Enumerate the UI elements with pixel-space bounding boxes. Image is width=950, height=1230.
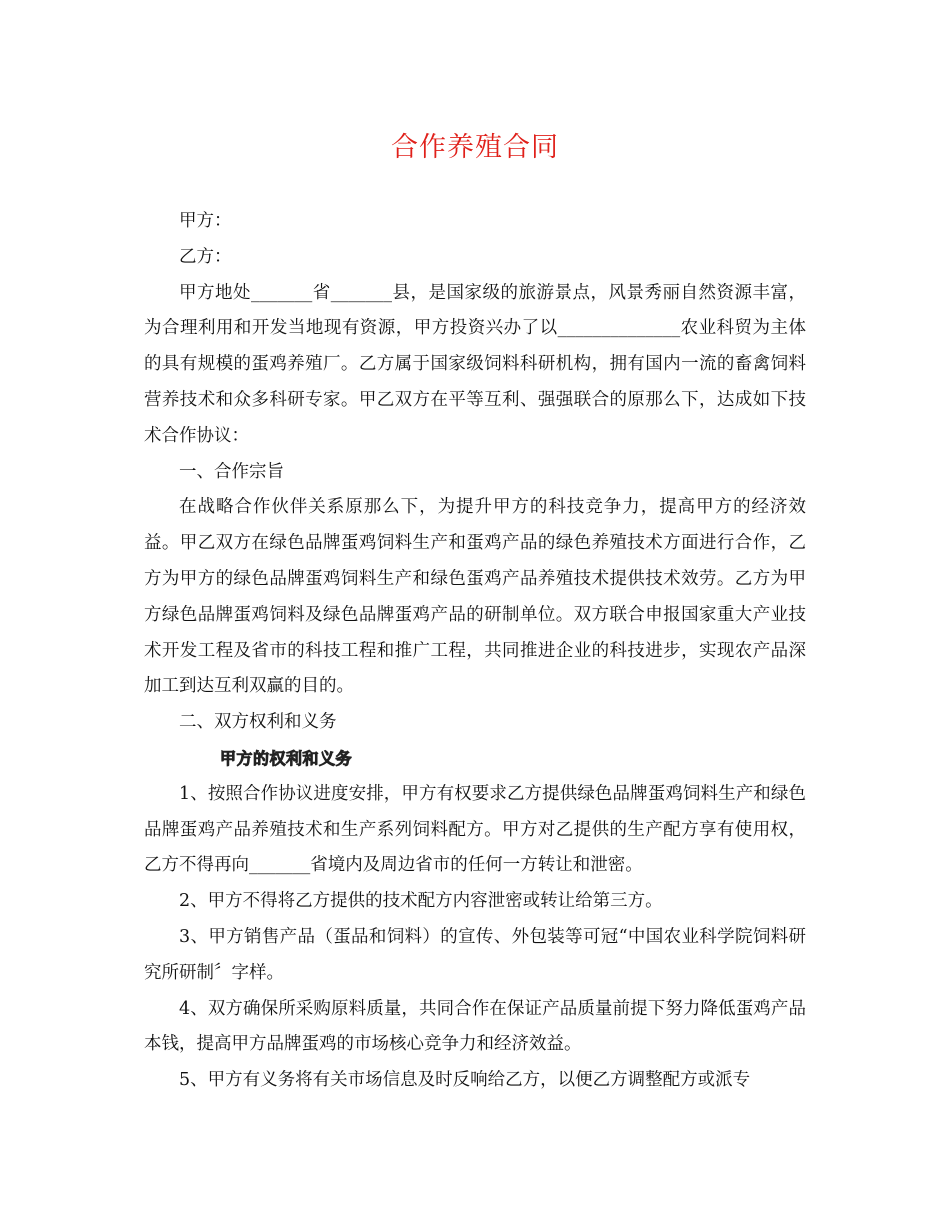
purpose-paragraph: 在战略合作伙伴关系原那么下，为提升甲方的科技竞争力，提高甲方的经济效益。甲乙双方在绿色品牌蛋鸡饲料生产和蛋鸡产品的绿色养殖技术方面进行合作，乙方为甲方的绿色品牌蛋鸡饲料生产和绿色蛋鸡产品养殖技术提供技术效劳。乙方为甲方绿色品牌蛋鸡饲料及绿色品牌蛋鸡产品的研制单位。双方联合申报国家重大产业技术开发工程及省市的科技工程和推广工程，共同推进企业的科技进步，实现农产品深加工到达互利双赢的目的。 <box>144 497 806 697</box>
clause-3: 3、甲方销售产品（蛋品和饲料）的宣传、外包装等可冠“中国农业科学院饲料研究所研制〞字样。 <box>144 926 806 983</box>
section-heading-rights: 二、双方权利和义务 <box>179 712 337 733</box>
clause-2: 2、甲方不得将乙方提供的技术配方内容泄密或转让给第三方。 <box>179 891 663 912</box>
document-body <box>144 204 806 1099</box>
subheading-party-a-rights: 甲方的权利和义务 <box>220 748 353 768</box>
section-heading-purpose: 一、合作宗旨 <box>179 461 284 482</box>
clause-1: 1、按照合作协议进度安排，甲方有权要求乙方提供绿色品牌蛋鸡饲料生产和绿色品牌蛋鸡产品养殖技术和生产系列饲料配方。甲方对乙提供的生产配方享有使用权，乙方不得再向_______省境内及周边省市的任何一方转让和泄密。 <box>144 783 806 876</box>
clause-5: 5、甲方有义务将有关市场信息及时反响给乙方，以便乙方调整配方或派专 <box>179 1070 751 1091</box>
intro-paragraph: 甲方地处_______省_______县，是国家级的旅游景点，风景秀丽自然资源丰富，为合理利用和开发当地现有资源，甲方投资兴办了以______________农业科贸为主体的具有规模的蛋鸡养殖厂。乙方属于国家级饲料科研机构，拥有国内一流的畜禽饲料营养技术和众多科研专家。甲乙双方在平等互利、强强联合的原那么下，达成如下技术合作协议： <box>144 282 806 446</box>
document-title: 合作养殖合同 <box>391 132 559 163</box>
party-b-line: 乙方： <box>179 246 232 267</box>
party-a-line: 甲方： <box>179 211 232 231</box>
clause-4: 4、双方确保所采购原料质量，共同合作在保证产品质量前提下努力降低蛋鸡产品本钱，提高甲方品牌蛋鸡的市场核心竞争力和经济效益。 <box>144 998 806 1055</box>
